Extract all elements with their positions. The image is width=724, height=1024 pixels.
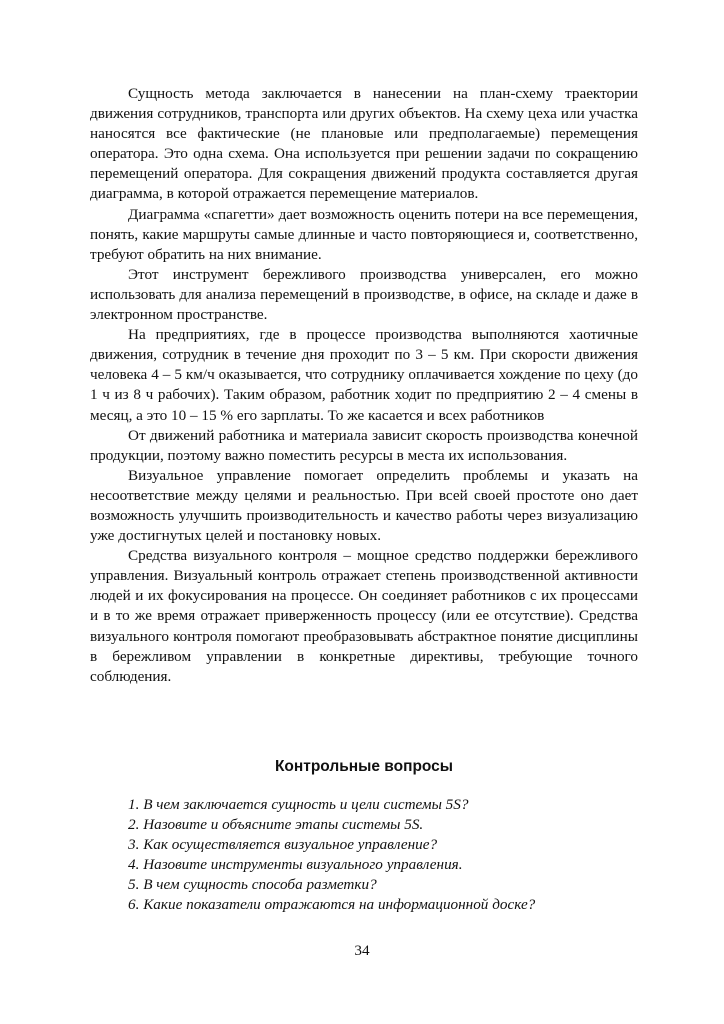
page-number: 34 bbox=[354, 942, 370, 959]
paragraph-production-speed: От движений работника и материала зависит скорость производства конечной продукции, поэтому важно поместить ресурсы в места их использования. bbox=[90, 426, 638, 464]
question-item: 2. Назовите и объясните этапы системы 5S. bbox=[128, 816, 424, 834]
section-title: Контрольные вопросы bbox=[274, 758, 454, 775]
paragraph-chaotic-movements: На предприятиях, где в процессе производства выполняются хаотичные движения, сотрудник в течение дня проходит по 3 – 5 км. При скорости движения человека 4 – 5 км/ч оказывается, что сотруднику оплачивается хождение по цеху (до 1 ч из 8 ч рабочих). Таким образом, работник ходит по предприятию 2 – 4 смены в месяц, а это 10 – 15 % его зарплаты. То же касается и всех работников bbox=[90, 326, 638, 424]
question-item: 4. Назовите инструменты визуального управления. bbox=[128, 856, 463, 874]
paragraph-visual-control: Средства визуального контроля – мощное средство поддержки бережливого управления. Визуальный контроль отражает степень производственной активности людей и их фокусирования на процессе. Он соединяет работников с их процессами и в то же время отражает приверженность процессу (или ее отсутствие). Средства визуального контроля помогают преобразовывать абстрактное понятие дисциплины в бережливом управлении в конкретные директивы, требующие точного соблюдения. bbox=[90, 547, 638, 685]
paragraph-method-essence: Сущность метода заключается в нанесении на план-схему траектории движения сотрудников, транспорта или других объектов. На схему цеха или участка наносятся все фактические (не плановые или предполагаемые) перемещения оператора. Это одна схема. Она используется при решении задачи по сокращению перемещений оператора. Для сокращения движений продукта составляется другая диаграмма, в которой отражается перемещение материалов. bbox=[90, 85, 638, 203]
question-item: 3. Как осуществляется визуальное управление? bbox=[128, 836, 438, 854]
paragraph-spaghetti-diagram: Диаграмма «спагетти» дает возможность оценить потери на все перемещения, понять, какие маршруты самые длинные и часто повторяющиеся и, соответственно, требуют обратить на них внимание. bbox=[90, 205, 638, 263]
questions-list bbox=[128, 795, 638, 916]
question-item: 5. В чем сущность способа разметки? bbox=[128, 876, 377, 894]
body-text bbox=[90, 84, 638, 687]
paragraph-visual-management: Визуальное управление помогает определить проблемы и указать на несоответствие между целями и реальностью. При всей своей простоте оно дает возможность улучшить производительность и качество работы через визуализацию уже достигнутых целей и постановку новых. bbox=[90, 466, 638, 545]
question-item: 6. Какие показатели отражаются на информационной доске? bbox=[128, 896, 536, 914]
paragraph-tool-universal: Этот инструмент бережливого производства универсален, его можно использовать для анализа перемещений в производстве, в офисе, на складе и даже в электронном пространстве. bbox=[90, 265, 638, 324]
question-item: 1. В чем заключается сущность и цели системы 5S? bbox=[128, 796, 469, 813]
